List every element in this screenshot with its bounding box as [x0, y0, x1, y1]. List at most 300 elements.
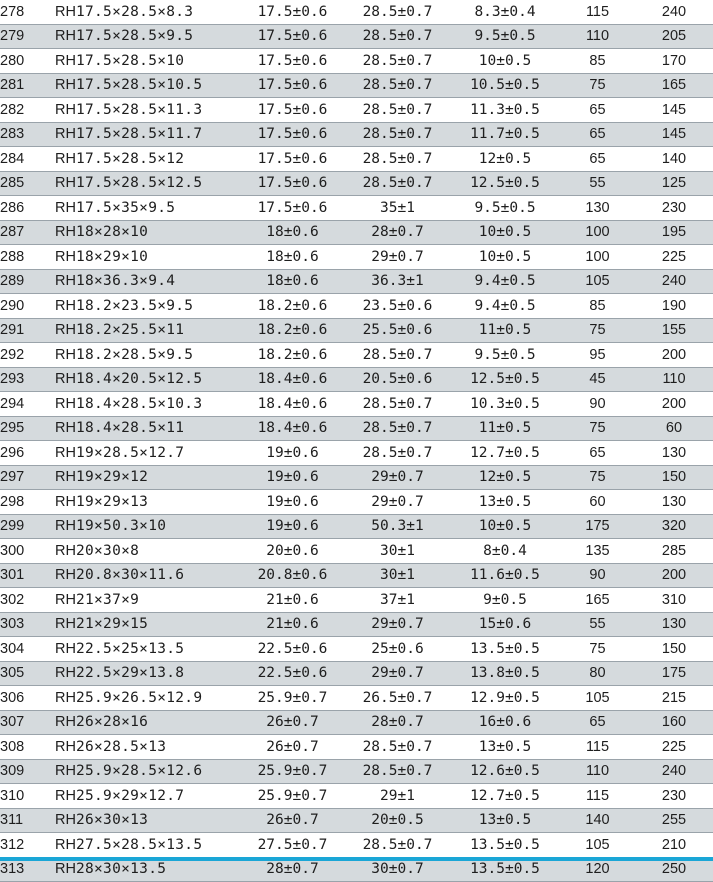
- outer-diameter: 37±1: [345, 588, 450, 613]
- row-number: 293: [0, 367, 55, 392]
- model-prefix: RH: [55, 689, 76, 706]
- table-row: [0, 441, 713, 466]
- model-prefix: RH: [55, 395, 76, 412]
- load-value-a: 65: [560, 441, 635, 466]
- inner-diameter: 25.9±0.7: [240, 784, 345, 809]
- model-size: 17.5×28.5×11.7: [75, 126, 203, 143]
- height: 13±0.5: [450, 490, 560, 515]
- load-value-a: 105: [560, 833, 635, 858]
- outer-diameter: 29±0.7: [345, 661, 450, 686]
- model-prefix: RH: [55, 420, 76, 437]
- height: 12.9±0.5: [450, 686, 560, 711]
- model-prefix: RH: [55, 28, 76, 45]
- height: 13.5±0.5: [450, 857, 560, 882]
- height: 11.6±0.5: [450, 563, 560, 588]
- model-prefix: RH: [55, 150, 76, 167]
- model-prefix: RH: [55, 77, 76, 94]
- model-size: 18.4×20.5×12.5: [75, 371, 203, 388]
- model-prefix: RH: [55, 665, 76, 682]
- model-size: 18×29×10: [75, 248, 149, 265]
- model-size: 17.5×28.5×12: [75, 150, 185, 167]
- load-value-a: 75: [560, 637, 635, 662]
- table-row: [0, 245, 713, 270]
- load-value-a: 105: [560, 269, 635, 294]
- height: 13.5±0.5: [450, 833, 560, 858]
- outer-diameter: 28.5±0.7: [345, 171, 450, 196]
- model-prefix: RH: [55, 322, 76, 339]
- load-value-b: 310: [635, 588, 713, 613]
- height: 12±0.5: [450, 465, 560, 490]
- row-number: 278: [0, 0, 55, 24]
- inner-diameter: 17.5±0.6: [240, 49, 345, 74]
- inner-diameter: 17.5±0.6: [240, 98, 345, 123]
- table-row: [0, 661, 713, 686]
- load-value-a: 75: [560, 318, 635, 343]
- model-size: 25.9×29×12.7: [75, 787, 185, 804]
- table-row: [0, 98, 713, 123]
- model-code: [55, 49, 240, 74]
- table-row: [0, 490, 713, 515]
- height: 11.3±0.5: [450, 98, 560, 123]
- outer-diameter: 30±1: [345, 539, 450, 564]
- model-code: [55, 661, 240, 686]
- table-row: [0, 539, 713, 564]
- model-code: [55, 122, 240, 147]
- model-size: 19×50.3×10: [75, 518, 167, 535]
- outer-diameter: 28.5±0.7: [345, 416, 450, 441]
- table-row: [0, 784, 713, 809]
- outer-diameter: 28.5±0.7: [345, 73, 450, 98]
- model-size: 18×36.3×9.4: [75, 273, 176, 290]
- table-row: [0, 171, 713, 196]
- inner-diameter: 18.4±0.6: [240, 416, 345, 441]
- load-value-b: 150: [635, 637, 713, 662]
- table-row: [0, 686, 713, 711]
- load-value-b: 150: [635, 465, 713, 490]
- inner-diameter: 18.2±0.6: [240, 343, 345, 368]
- load-value-a: 115: [560, 0, 635, 24]
- height: 11.7±0.5: [450, 122, 560, 147]
- table-row: [0, 294, 713, 319]
- model-prefix: RH: [55, 738, 76, 755]
- model-size: 26×28×16: [75, 714, 149, 731]
- inner-diameter: 17.5±0.6: [240, 0, 345, 24]
- height: 9.5±0.5: [450, 196, 560, 221]
- model-code: [55, 171, 240, 196]
- inner-diameter: 22.5±0.6: [240, 661, 345, 686]
- model-size: 28×30×13.5: [75, 861, 167, 878]
- model-size: 21×37×9: [75, 591, 140, 608]
- load-value-a: 135: [560, 539, 635, 564]
- height: 13±0.5: [450, 808, 560, 833]
- load-value-a: 45: [560, 367, 635, 392]
- model-size: 27.5×28.5×13.5: [75, 836, 203, 853]
- row-number: 298: [0, 490, 55, 515]
- height: 11±0.5: [450, 318, 560, 343]
- load-value-a: 115: [560, 735, 635, 760]
- height: 12.7±0.5: [450, 441, 560, 466]
- row-number: 295: [0, 416, 55, 441]
- row-number: 297: [0, 465, 55, 490]
- table-row: [0, 735, 713, 760]
- table-row: [0, 612, 713, 637]
- height: 13.5±0.5: [450, 637, 560, 662]
- load-value-b: 190: [635, 294, 713, 319]
- model-code: [55, 784, 240, 809]
- load-value-b: 205: [635, 24, 713, 49]
- model-code: [55, 367, 240, 392]
- load-value-b: 60: [635, 416, 713, 441]
- model-size: 22.5×29×13.8: [75, 665, 185, 682]
- load-value-b: 200: [635, 343, 713, 368]
- outer-diameter: 29±1: [345, 784, 450, 809]
- model-code: [55, 343, 240, 368]
- row-number: 299: [0, 514, 55, 539]
- row-number: 287: [0, 220, 55, 245]
- height: 10±0.5: [450, 514, 560, 539]
- model-code: [55, 416, 240, 441]
- height: 9±0.5: [450, 588, 560, 613]
- model-code: [55, 637, 240, 662]
- height: 13.8±0.5: [450, 661, 560, 686]
- load-value-b: 240: [635, 269, 713, 294]
- row-number: 296: [0, 441, 55, 466]
- load-value-a: 65: [560, 122, 635, 147]
- load-value-b: 130: [635, 490, 713, 515]
- outer-diameter: 28.5±0.7: [345, 759, 450, 784]
- model-size: 17.5×28.5×8.3: [75, 3, 194, 20]
- model-prefix: RH: [55, 52, 76, 69]
- outer-diameter: 28.5±0.7: [345, 343, 450, 368]
- outer-diameter: 36.3±1: [345, 269, 450, 294]
- outer-diameter: 29±0.7: [345, 490, 450, 515]
- model-prefix: RH: [55, 616, 76, 633]
- model-code: [55, 220, 240, 245]
- height: 8±0.4: [450, 539, 560, 564]
- height: 12.6±0.5: [450, 759, 560, 784]
- row-number: 309: [0, 759, 55, 784]
- model-prefix: RH: [55, 273, 76, 290]
- model-prefix: RH: [55, 101, 76, 118]
- load-value-a: 85: [560, 294, 635, 319]
- model-code: [55, 392, 240, 417]
- load-value-a: 55: [560, 171, 635, 196]
- inner-diameter: 25.9±0.7: [240, 686, 345, 711]
- outer-diameter: 50.3±1: [345, 514, 450, 539]
- bottom-accent-line: [0, 857, 713, 861]
- load-value-b: 110: [635, 367, 713, 392]
- outer-diameter: 28±0.7: [345, 220, 450, 245]
- outer-diameter: 28.5±0.7: [345, 122, 450, 147]
- row-number: 283: [0, 122, 55, 147]
- outer-diameter: 28.5±0.7: [345, 49, 450, 74]
- table-row: [0, 710, 713, 735]
- model-code: [55, 24, 240, 49]
- load-value-a: 90: [560, 392, 635, 417]
- inner-diameter: 17.5±0.6: [240, 73, 345, 98]
- load-value-b: 320: [635, 514, 713, 539]
- model-size: 17.5×28.5×11.3: [75, 101, 203, 118]
- model-prefix: RH: [55, 542, 76, 559]
- model-prefix: RH: [55, 3, 76, 20]
- load-value-b: 155: [635, 318, 713, 343]
- outer-diameter: 29±0.7: [345, 245, 450, 270]
- row-number: 282: [0, 98, 55, 123]
- row-number: 290: [0, 294, 55, 319]
- outer-diameter: 28.5±0.7: [345, 0, 450, 24]
- load-value-a: 85: [560, 49, 635, 74]
- load-value-a: 80: [560, 661, 635, 686]
- load-value-b: 200: [635, 392, 713, 417]
- model-code: [55, 269, 240, 294]
- outer-diameter: 28.5±0.7: [345, 735, 450, 760]
- model-size: 17.5×28.5×10.5: [75, 77, 203, 94]
- table-row: [0, 416, 713, 441]
- table-row: [0, 122, 713, 147]
- outer-diameter: 25.5±0.6: [345, 318, 450, 343]
- outer-diameter: 29±0.7: [345, 465, 450, 490]
- load-value-a: 65: [560, 98, 635, 123]
- model-prefix: RH: [55, 346, 76, 363]
- model-size: 21×29×15: [75, 616, 149, 633]
- height: 15±0.6: [450, 612, 560, 637]
- model-code: [55, 588, 240, 613]
- table-row: [0, 343, 713, 368]
- model-code: [55, 245, 240, 270]
- model-size: 22.5×25×13.5: [75, 640, 185, 657]
- inner-diameter: 19±0.6: [240, 490, 345, 515]
- model-code: [55, 808, 240, 833]
- table-row: [0, 0, 713, 24]
- load-value-b: 145: [635, 122, 713, 147]
- model-prefix: RH: [55, 371, 76, 388]
- height: 8.3±0.4: [450, 0, 560, 24]
- model-prefix: RH: [55, 812, 76, 829]
- outer-diameter: 35±1: [345, 196, 450, 221]
- inner-diameter: 19±0.6: [240, 441, 345, 466]
- inner-diameter: 27.5±0.7: [240, 833, 345, 858]
- model-prefix: RH: [55, 518, 76, 535]
- model-code: [55, 0, 240, 24]
- row-number: 307: [0, 710, 55, 735]
- table-row: [0, 588, 713, 613]
- load-value-a: 120: [560, 857, 635, 882]
- model-size: 18.4×28.5×11: [75, 420, 185, 437]
- load-value-b: 125: [635, 171, 713, 196]
- table-row: [0, 220, 713, 245]
- load-value-a: 75: [560, 73, 635, 98]
- model-size: 17.5×28.5×12.5: [75, 175, 203, 192]
- inner-diameter: 21±0.6: [240, 612, 345, 637]
- row-number: 289: [0, 269, 55, 294]
- table-row: [0, 196, 713, 221]
- outer-diameter: 26.5±0.7: [345, 686, 450, 711]
- model-size: 25.9×28.5×12.6: [75, 763, 203, 780]
- inner-diameter: 28±0.7: [240, 857, 345, 882]
- table-row: [0, 49, 713, 74]
- model-prefix: RH: [55, 567, 76, 584]
- model-code: [55, 465, 240, 490]
- load-value-b: 175: [635, 661, 713, 686]
- load-value-a: 65: [560, 147, 635, 172]
- inner-diameter: 18.2±0.6: [240, 294, 345, 319]
- row-number: 312: [0, 833, 55, 858]
- table-row: [0, 269, 713, 294]
- load-value-a: 130: [560, 196, 635, 221]
- load-value-b: 255: [635, 808, 713, 833]
- outer-diameter: 25±0.6: [345, 637, 450, 662]
- outer-diameter: 23.5±0.6: [345, 294, 450, 319]
- model-prefix: RH: [55, 861, 76, 878]
- model-code: [55, 490, 240, 515]
- load-value-b: 215: [635, 686, 713, 711]
- load-value-a: 75: [560, 416, 635, 441]
- model-prefix: RH: [55, 714, 76, 731]
- model-code: [55, 73, 240, 98]
- inner-diameter: 21±0.6: [240, 588, 345, 613]
- inner-diameter: 19±0.6: [240, 465, 345, 490]
- model-code: [55, 735, 240, 760]
- row-number: 300: [0, 539, 55, 564]
- load-value-b: 130: [635, 612, 713, 637]
- load-value-b: 195: [635, 220, 713, 245]
- row-number: 302: [0, 588, 55, 613]
- load-value-b: 160: [635, 710, 713, 735]
- inner-diameter: 26±0.7: [240, 710, 345, 735]
- row-number: 291: [0, 318, 55, 343]
- table-row: [0, 465, 713, 490]
- model-code: [55, 318, 240, 343]
- inner-diameter: 25.9±0.7: [240, 759, 345, 784]
- model-size: 18.2×25.5×11: [75, 322, 185, 339]
- height: 9.4±0.5: [450, 294, 560, 319]
- outer-diameter: 30±1: [345, 563, 450, 588]
- load-value-a: 100: [560, 245, 635, 270]
- load-value-a: 75: [560, 465, 635, 490]
- inner-diameter: 22.5±0.6: [240, 637, 345, 662]
- model-code: [55, 612, 240, 637]
- load-value-b: 140: [635, 147, 713, 172]
- height: 10±0.5: [450, 220, 560, 245]
- load-value-a: 110: [560, 759, 635, 784]
- inner-diameter: 18±0.6: [240, 245, 345, 270]
- inner-diameter: 18.4±0.6: [240, 367, 345, 392]
- outer-diameter: 28.5±0.7: [345, 392, 450, 417]
- table-row: [0, 563, 713, 588]
- model-prefix: RH: [55, 763, 76, 780]
- height: 12.7±0.5: [450, 784, 560, 809]
- row-number: 303: [0, 612, 55, 637]
- outer-diameter: 28.5±0.7: [345, 24, 450, 49]
- load-value-b: 200: [635, 563, 713, 588]
- model-prefix: RH: [55, 199, 76, 216]
- row-number: 286: [0, 196, 55, 221]
- load-value-b: 250: [635, 857, 713, 882]
- load-value-b: 285: [635, 539, 713, 564]
- model-size: 26×28.5×13: [75, 738, 167, 755]
- row-number: 304: [0, 637, 55, 662]
- inner-diameter: 18±0.6: [240, 269, 345, 294]
- inner-diameter: 17.5±0.6: [240, 196, 345, 221]
- load-value-b: 225: [635, 245, 713, 270]
- inner-diameter: 17.5±0.6: [240, 24, 345, 49]
- load-value-b: 145: [635, 98, 713, 123]
- model-prefix: RH: [55, 493, 76, 510]
- model-code: [55, 294, 240, 319]
- model-code: [55, 147, 240, 172]
- model-size: 18.2×23.5×9.5: [75, 297, 194, 314]
- height: 9.4±0.5: [450, 269, 560, 294]
- outer-diameter: 29±0.7: [345, 612, 450, 637]
- model-size: 19×28.5×12.7: [75, 444, 185, 461]
- model-code: [55, 710, 240, 735]
- table-row: [0, 318, 713, 343]
- model-code: [55, 563, 240, 588]
- load-value-b: 165: [635, 73, 713, 98]
- height: 10±0.5: [450, 49, 560, 74]
- model-code: [55, 196, 240, 221]
- inner-diameter: 26±0.7: [240, 735, 345, 760]
- model-code: [55, 514, 240, 539]
- row-number: 306: [0, 686, 55, 711]
- inner-diameter: 18.2±0.6: [240, 318, 345, 343]
- outer-diameter: 28.5±0.7: [345, 147, 450, 172]
- row-number: 310: [0, 784, 55, 809]
- model-size: 19×29×12: [75, 469, 149, 486]
- model-code: [55, 441, 240, 466]
- load-value-a: 100: [560, 220, 635, 245]
- outer-diameter: 28±0.7: [345, 710, 450, 735]
- row-number: 281: [0, 73, 55, 98]
- model-size: 18×28×10: [75, 224, 149, 241]
- height: 11±0.5: [450, 416, 560, 441]
- load-value-a: 105: [560, 686, 635, 711]
- model-prefix: RH: [55, 297, 76, 314]
- model-size: 20.8×30×11.6: [75, 567, 185, 584]
- load-value-a: 110: [560, 24, 635, 49]
- model-prefix: RH: [55, 126, 76, 143]
- model-size: 26×30×13: [75, 812, 149, 829]
- row-number: 311: [0, 808, 55, 833]
- outer-diameter: 20.5±0.6: [345, 367, 450, 392]
- outer-diameter: 20±0.5: [345, 808, 450, 833]
- height: 10±0.5: [450, 245, 560, 270]
- model-code: [55, 98, 240, 123]
- model-prefix: RH: [55, 248, 76, 265]
- inner-diameter: 26±0.7: [240, 808, 345, 833]
- inner-diameter: 20.8±0.6: [240, 563, 345, 588]
- table-row: [0, 147, 713, 172]
- load-value-b: 170: [635, 49, 713, 74]
- table-row: [0, 514, 713, 539]
- model-size: 19×29×13: [75, 493, 149, 510]
- model-prefix: RH: [55, 787, 76, 804]
- model-size: 25.9×26.5×12.9: [75, 689, 203, 706]
- outer-diameter: 30±0.7: [345, 857, 450, 882]
- model-prefix: RH: [55, 836, 76, 853]
- row-number: 280: [0, 49, 55, 74]
- inner-diameter: 19±0.6: [240, 514, 345, 539]
- table-row: [0, 24, 713, 49]
- load-value-b: 225: [635, 735, 713, 760]
- inner-diameter: 18.4±0.6: [240, 392, 345, 417]
- outer-diameter: 28.5±0.7: [345, 441, 450, 466]
- height: 13±0.5: [450, 735, 560, 760]
- model-code: [55, 539, 240, 564]
- row-number: 313: [0, 857, 55, 882]
- height: 12±0.5: [450, 147, 560, 172]
- model-size: 17.5×28.5×9.5: [75, 28, 194, 45]
